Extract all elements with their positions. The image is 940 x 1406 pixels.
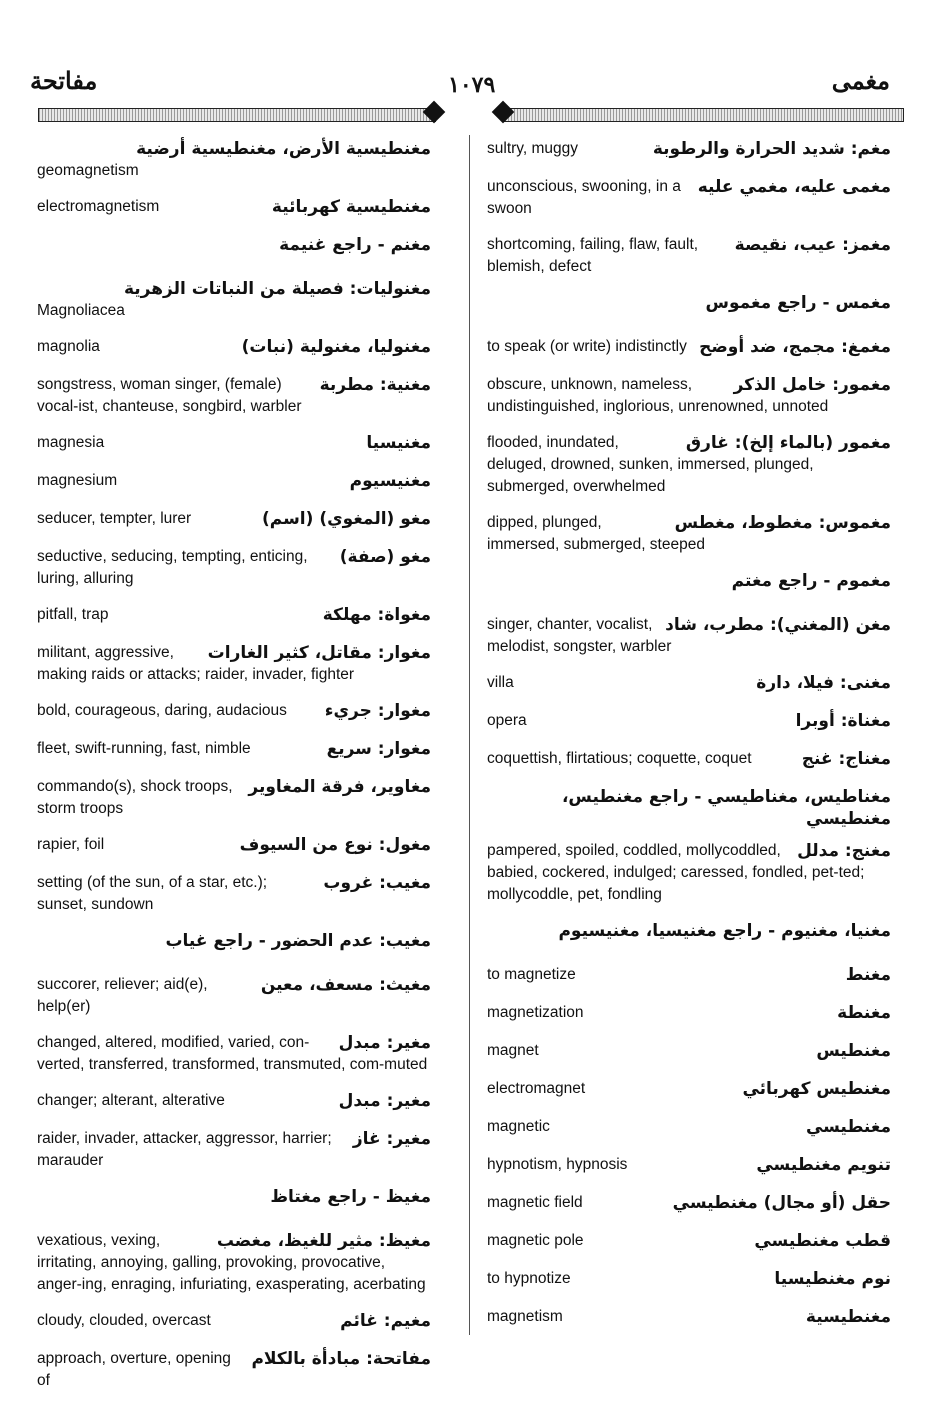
- arabic-headword: مغنج: مدلل: [797, 841, 891, 861]
- header-rule-right: [504, 108, 904, 122]
- dictionary-entry: [487, 748, 891, 772]
- arabic-headword: مغناة: أوبرا: [795, 711, 891, 731]
- dictionary-entry: [37, 234, 431, 268]
- arabic-headword: مغيث: مسعف، معين: [260, 975, 431, 995]
- dictionary-entry: [37, 700, 431, 724]
- arabic-headword: مغناطيس، مغناطيسي - راجع مغنطيس، مغنطيسي: [561, 787, 891, 829]
- page-number: ١٠٧٩: [448, 72, 496, 98]
- english-definition: magnetic field: [487, 1194, 583, 1211]
- page-header: [30, 66, 890, 100]
- english-definition: vexatious, vexing, irritating, annoying, galling, provoking, provocative, anger-ing, enraging, infuriating, exasperating, acerbating: [37, 1232, 426, 1293]
- english-definition: geomagnetism: [37, 162, 139, 179]
- dictionary-entry: [487, 432, 891, 498]
- dictionary-entry: [37, 138, 431, 182]
- dictionary-entry: [487, 292, 891, 326]
- dictionary-entry: [37, 432, 431, 456]
- arabic-headword: مغناج: غنج: [801, 749, 891, 769]
- arabic-headword: مغنطيسي: [805, 1117, 891, 1137]
- english-definition: raider, invader, attacker, aggressor, harrier; marauder: [37, 1130, 332, 1169]
- dictionary-entry: [487, 570, 891, 604]
- dictionary-entry: [37, 1186, 431, 1220]
- arabic-headword: مغنطيسية: [805, 1307, 891, 1327]
- arabic-headword: مغيظ - راجع مغتاظ: [270, 1187, 431, 1207]
- dictionary-entry: [487, 964, 891, 988]
- arabic-headword: مغمز: عيب، نقيصة: [734, 235, 891, 255]
- arabic-headword: تنويم مغنطيسي: [756, 1155, 891, 1175]
- arabic-headword: قطب مغنطيسي: [754, 1231, 891, 1251]
- english-definition: coquettish, flirtatious; coquette, coquet: [487, 750, 752, 767]
- dictionary-entry: [487, 672, 891, 696]
- english-definition: rapier, foil: [37, 836, 105, 853]
- arabic-headword: مغو (المغوي) (اسم): [261, 509, 431, 529]
- dictionary-entry: [37, 1230, 431, 1296]
- dictionary-entry: [487, 336, 891, 360]
- english-definition: magnet: [487, 1042, 539, 1059]
- english-definition: pampered, spoiled, coddled, mollycoddled, babied, cockered, indulged; caressed, fondled, pet-ted; mollycoddle, pet, fondling: [487, 842, 865, 903]
- arabic-headword: مغوار: مقاتل، كثير الغارات: [207, 643, 431, 663]
- english-definition: to speak (or write) indistinctly: [487, 338, 687, 355]
- arabic-headword: مغنى: فيلا، دارة: [756, 673, 891, 693]
- english-definition: changed, altered, modified, varied, con-verted, transferred, transformed, transmuted, com-muted: [37, 1034, 428, 1073]
- arabic-headword: مغم: شديد الحرارة والرطوبة: [652, 139, 891, 159]
- english-definition: magnetic: [487, 1118, 550, 1135]
- english-definition: succorer, reliever; aid(e), help(er): [37, 976, 208, 1015]
- dictionary-entry: [487, 786, 891, 830]
- arabic-headword: مغوار: جريء: [324, 701, 431, 721]
- english-definition: commando(s), shock troops, storm troops: [37, 778, 233, 817]
- arabic-headword: مغيب: عدم الحضور - راجع غياب: [165, 931, 431, 951]
- arabic-headword: مغمور: خامل الذكر: [733, 375, 891, 395]
- dictionary-entry: [487, 1078, 891, 1102]
- arabic-headword: مغوار: سريع: [326, 739, 431, 759]
- dictionary-entry: [487, 920, 891, 954]
- dictionary-entry: [37, 738, 431, 762]
- arabic-headword: مغيظ: مثير للغيظ، مغضب: [216, 1231, 431, 1251]
- english-definition: unconscious, swooning, in a swoon: [487, 178, 681, 217]
- arabic-headword: مغموم - راجع مغتم: [731, 571, 891, 591]
- english-definition: to magnetize: [487, 966, 576, 983]
- dictionary-entry: [487, 1306, 891, 1330]
- arabic-headword: مغول: نوع من السيوف: [239, 835, 431, 855]
- arabic-headword: حقل (أو مجال) مغنطيسي: [672, 1193, 891, 1213]
- dictionary-entry: [37, 974, 431, 1018]
- english-definition: opera: [487, 712, 527, 729]
- right-column: [487, 138, 891, 1344]
- arabic-headword: مغمغ: مجمج، ضد أوضح: [699, 337, 891, 357]
- english-definition: shortcoming, failing, flaw, fault, blemish, defect: [487, 236, 699, 275]
- arabic-headword: مغمى عليه، مغمي عليه: [697, 177, 891, 197]
- right-guide-word: مغمى: [831, 66, 890, 95]
- dictionary-entry: [37, 1032, 431, 1076]
- english-definition: seducer, tempter, lurer: [37, 510, 192, 527]
- english-definition: magnesia: [37, 434, 105, 451]
- arabic-headword: مغمس - راجع مغموس: [705, 293, 891, 313]
- arabic-headword: مغموس: مغطوط، مغطس: [674, 513, 891, 533]
- dictionary-entry: [37, 1090, 431, 1114]
- arabic-headword: مغير: مبدل: [338, 1033, 431, 1053]
- english-definition: militant, aggressive, making raids or attacks; raider, invader, fighter: [37, 644, 355, 683]
- arabic-headword: مغنيا، مغنيوم - راجع مغنيسيا، مغنيسيوم: [558, 921, 891, 941]
- english-definition: obscure, unknown, nameless, undistinguished, inglorious, unrenowned, unnoted: [487, 376, 829, 415]
- left-guide-word: مفاتحة: [30, 66, 98, 95]
- dictionary-entry: [37, 1128, 431, 1172]
- arabic-headword: مغير: مبدل: [338, 1091, 431, 1111]
- dictionary-entry: [37, 336, 431, 360]
- english-definition: approach, overture, opening of: [37, 1350, 231, 1389]
- dictionary-entry: [487, 1192, 891, 1216]
- dictionary-entry: [37, 470, 431, 494]
- arabic-headword: مغنية: مطربة: [319, 375, 431, 395]
- dictionary-entry: [37, 604, 431, 628]
- dictionary-entry: [487, 374, 891, 418]
- english-definition: to hypnotize: [487, 1270, 571, 1287]
- arabic-headword: مغنوليا، مغنولية (نبات): [241, 337, 431, 357]
- english-definition: magnetism: [487, 1308, 563, 1325]
- english-definition: hypnotism, hypnosis: [487, 1156, 628, 1173]
- dictionary-entry: [487, 234, 891, 278]
- arabic-headword: نوم مغنطيسيا: [774, 1269, 891, 1289]
- dictionary-entry: [37, 508, 431, 532]
- arabic-headword: مغنط: [845, 965, 891, 985]
- dictionary-entry: [37, 546, 431, 590]
- dictionary-entry: [487, 176, 891, 220]
- english-definition: setting (of the sun, of a star, etc.); sunset, sundown: [37, 874, 268, 913]
- arabic-headword: مغيب: غروب: [323, 873, 431, 893]
- dictionary-entry: [37, 1348, 431, 1392]
- english-definition: pitfall, trap: [37, 606, 109, 623]
- english-definition: bold, courageous, daring, audacious: [37, 702, 287, 719]
- dictionary-entry: [37, 374, 431, 418]
- dictionary-entry: [37, 642, 431, 686]
- dictionary-entry: [487, 1230, 891, 1254]
- arabic-headword: مغاوير، فرقة المغاوير: [248, 777, 431, 797]
- dictionary-entry: [37, 834, 431, 858]
- english-definition: electromagnet: [487, 1080, 586, 1097]
- english-definition: cloudy, clouded, overcast: [37, 1312, 211, 1329]
- dictionary-entry: [37, 1310, 431, 1334]
- english-definition: sultry, muggy: [487, 140, 579, 157]
- dictionary-entry: [487, 1268, 891, 1292]
- arabic-headword: مغنطيس كهربائي: [742, 1079, 891, 1099]
- english-definition: seductive, seducing, tempting, enticing, luring, alluring: [37, 548, 308, 587]
- dictionary-entry: [37, 196, 431, 220]
- dictionary-entry: [487, 1154, 891, 1178]
- arabic-headword: مغو (صفة): [339, 547, 431, 567]
- english-definition: Magnoliacea: [37, 302, 125, 319]
- dictionary-entry: [487, 710, 891, 734]
- dictionary-entry: [37, 930, 431, 964]
- arabic-headword: مغواة: مهلكة: [322, 605, 431, 625]
- english-definition: magnetic pole: [487, 1232, 584, 1249]
- dictionary-entry: [37, 776, 431, 820]
- dictionary-entry: [487, 1002, 891, 1026]
- dictionary-entry: [487, 1040, 891, 1064]
- arabic-headword: مغنطيسية كهربائية: [271, 197, 431, 217]
- arabic-headword: مغيم: غائم: [340, 1311, 431, 1331]
- english-definition: fleet, swift-running, fast, nimble: [37, 740, 251, 757]
- arabic-headword: مغنطة: [837, 1003, 891, 1023]
- dictionary-entry: [37, 872, 431, 916]
- arabic-headword: مغير: غاز: [352, 1129, 431, 1149]
- arabic-headword: مغن (المغني): مطرب، شاد: [665, 615, 891, 635]
- arabic-headword: مغنيسيوم: [349, 471, 431, 491]
- english-definition: villa: [487, 674, 514, 691]
- english-definition: magnolia: [37, 338, 100, 355]
- english-definition: magnesium: [37, 472, 118, 489]
- dictionary-entry: [487, 1116, 891, 1140]
- left-column: [37, 138, 431, 1406]
- arabic-headword: مغنيسيا: [366, 433, 431, 453]
- arabic-headword: مفاتحة: مبادأة بالكلام: [251, 1349, 431, 1369]
- column-divider: [469, 135, 470, 1335]
- arabic-headword: مغنطيسية الأرض، مغنطيسية أرضية: [136, 139, 431, 159]
- english-definition: changer; alterant, alterative: [37, 1092, 225, 1109]
- english-definition: flooded, inundated, deluged, drowned, sunken, immersed, plunged, submerged, overwhelmed: [487, 434, 814, 495]
- dictionary-entry: [487, 840, 891, 906]
- english-definition: songstress, woman singer, (female) vocal-ist, chanteuse, songbird, warbler: [37, 376, 302, 415]
- dictionary-entry: [487, 138, 891, 162]
- english-definition: dipped, plunged, immersed, submerged, steeped: [487, 514, 705, 553]
- dictionary-entry: [37, 278, 431, 322]
- english-definition: singer, chanter, vocalist, melodist, songster, warbler: [487, 616, 672, 655]
- arabic-headword: مغمور (بالماء إلخ): غارق: [685, 433, 891, 453]
- arabic-headword: مغنوليات: فصيلة من النباتات الزهرية: [123, 279, 431, 299]
- arabic-headword: مغنم - راجع غنيمة: [279, 235, 431, 255]
- dictionary-entry: [487, 614, 891, 658]
- arabic-headword: مغنطيس: [816, 1041, 891, 1061]
- english-definition: electromagnetism: [37, 198, 160, 215]
- dictionary-entry: [487, 512, 891, 556]
- english-definition: magnetization: [487, 1004, 584, 1021]
- header-rule-left: [38, 108, 436, 122]
